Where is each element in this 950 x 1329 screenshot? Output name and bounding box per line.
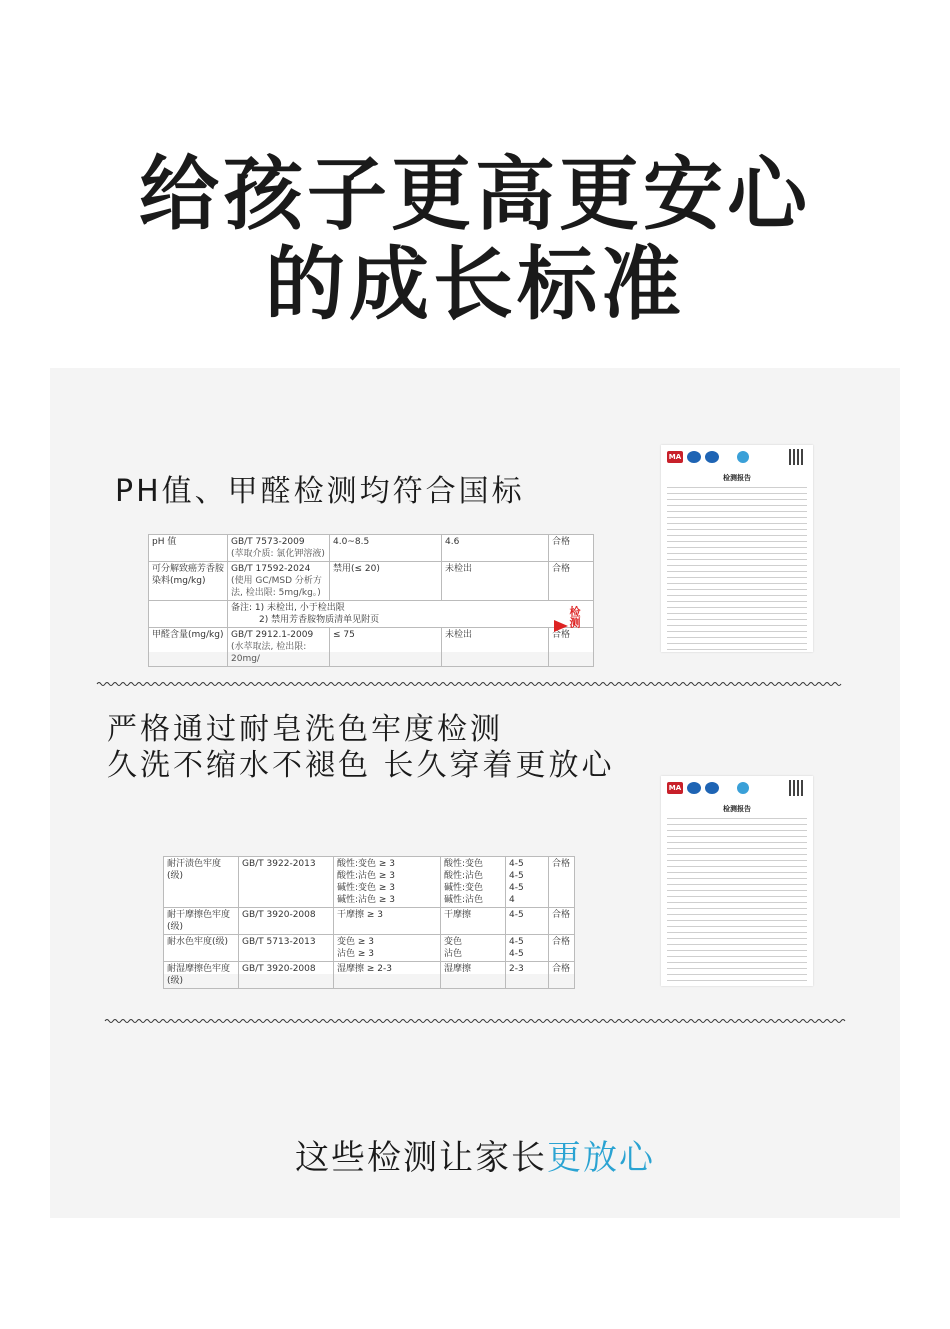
stamp-arrow-icon	[554, 620, 568, 632]
ph-formaldehyde-table	[148, 534, 594, 664]
table-row: 可分解致癌芳香胺染料(mg/kg) GB/T 17592-2024 (使用 GC/MSD 分析方法, 检出限: 5mg/kg。) 禁用(≤ 20) 未检出 合格	[149, 562, 594, 601]
colorfastness-table	[163, 856, 575, 986]
wavy-divider-1	[97, 681, 842, 687]
ilac-logo-icon	[687, 782, 701, 794]
table-row: pH 值 GB/T 7573-2009 (萃取介质: 氯化钾溶液) 4.0~8.5 4.6 合格	[149, 535, 594, 562]
ilac-logo-icon	[687, 451, 701, 463]
report-table-lines	[667, 487, 807, 655]
table-row: 耐干摩擦色牢度(级) GB/T 3920-2008 干摩擦 ≥ 3 干摩擦 4-5 合格	[164, 908, 575, 935]
inspection-stamp: 检测	[568, 606, 581, 628]
report-title: 检测报告	[723, 805, 751, 813]
report-table-lines	[667, 818, 807, 986]
table-row: 甲醛含量(mg/kg) GB/T 2912.1-2009 (水萃取法, 检出限: 20mg/ ≤ 75 未检出 合格	[149, 628, 594, 667]
report-title: 检测报告	[723, 474, 751, 482]
test-report-thumbnail-1	[661, 445, 813, 652]
section2-caption-line-1: 严格通过耐皂洗色牢度检测	[107, 712, 503, 747]
table-row: 耐湿摩擦色牢度(级) GB/T 3920-2008 湿摩擦 ≥ 2-3 湿摩擦 2-3 合格	[164, 962, 575, 989]
cnas-logo-icon	[705, 782, 719, 794]
section2-caption-line-2: 久洗不缩水不褪色 长久穿着更放心	[107, 748, 615, 783]
accreditation-logo-icon	[737, 451, 749, 463]
cnas-logo-icon	[705, 451, 719, 463]
table-row: 耐汗渍色牢度(级) GB/T 3922-2013 酸性:变色 ≥ 3 酸性:沾色 ≥ 3 碱性:变色 ≥ 3 碱性:沾色 ≥ 3 酸性:变色 酸性:沾色 碱性:变色 碱性:沾色 4-5 4-5 4-5 4 合格	[164, 857, 575, 908]
ma-logo-icon: MA	[668, 784, 682, 792]
ma-logo-icon: MA	[668, 453, 682, 461]
qr-code-icon	[789, 780, 805, 796]
qr-code-icon	[789, 449, 805, 465]
section1-caption: PH值、甲醛检测均符合国标	[115, 474, 525, 509]
test-report-thumbnail-2	[661, 776, 813, 986]
reassurance-text-highlight: 更放心	[547, 1138, 655, 1178]
table-row: 耐水色牢度(级) GB/T 5713-2013 变色 ≥ 3 沾色 ≥ 3 变色 沾色 4-5 4-5 合格	[164, 935, 575, 962]
accreditation-logo-icon	[737, 782, 749, 794]
headline-line-1: 给孩子更高更安心	[139, 148, 811, 241]
reassurance-text	[0, 1130, 950, 1179]
headline-line-2: 的成长标准	[265, 238, 685, 331]
table-row: 备注: 1) 未检出, 小于检出限 2) 禁用芳香胺物质清单见附页	[149, 601, 594, 628]
wavy-divider-2	[105, 1018, 848, 1024]
reassurance-text-plain: 这些检测让家长	[295, 1138, 547, 1178]
